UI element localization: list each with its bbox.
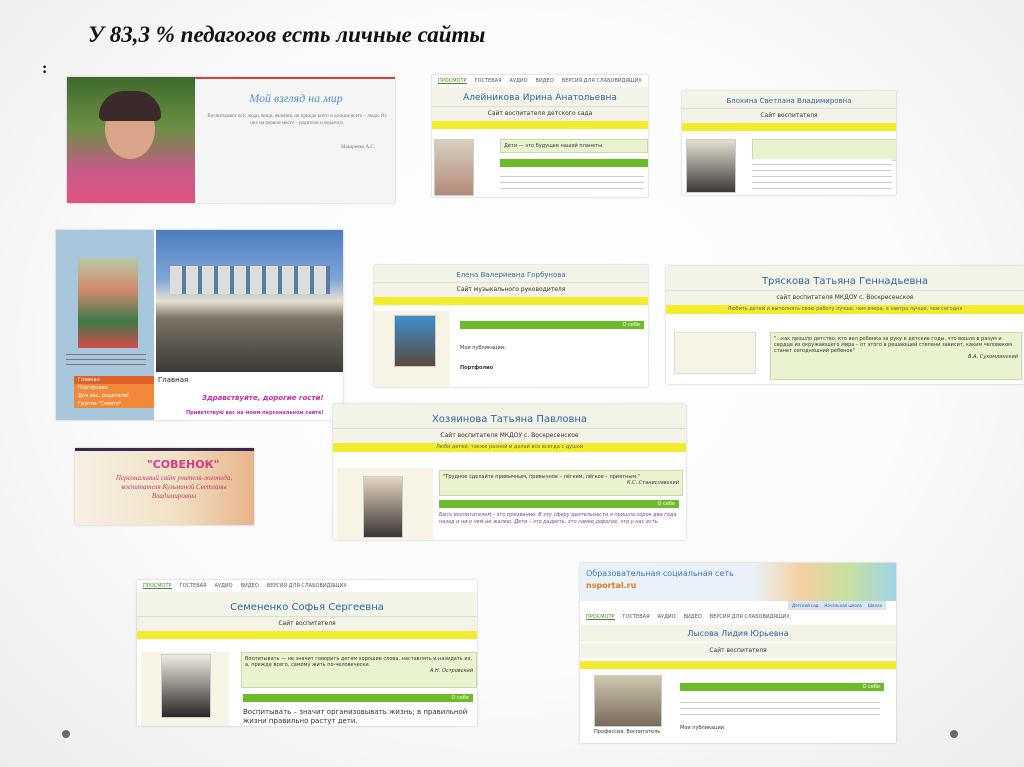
teacher-photo (686, 139, 736, 193)
site-card-10[interactable] (580, 563, 896, 743)
motto-bar (432, 121, 648, 129)
kindergarten-photo (156, 230, 343, 372)
teacher-photo (161, 654, 211, 718)
teacher-photo (363, 476, 403, 538)
site-quote: Воспитывают всё: люди, вещи, явления, но прежде всего и дольше всего – люди. Из них на первом месте – родители и педагоги. (207, 114, 387, 126)
site-name: Тряскова Татьяна Геннадьевна (666, 266, 1024, 290)
network-links[interactable]: Детский сад Начальная школа Школа (788, 601, 886, 610)
site-card-1[interactable] (67, 77, 395, 203)
about-bar: О себе (460, 321, 644, 329)
site-description: Персональный сайт учителя-логопеда, воспитателя Кузьминой Светланы Владимировны (115, 474, 233, 500)
site-subtitle: Сайт воспитателя МКДОУ с. Воскресенское (333, 428, 686, 443)
welcome-text: Приветствую вас на моем персональном сайте! (186, 410, 324, 416)
main-caption: Главная (158, 376, 189, 384)
about-text (680, 697, 880, 719)
sidebar (56, 230, 154, 420)
title-colon: : (42, 60, 48, 77)
site-name: Елена Валериевна Горбунова (374, 265, 648, 282)
site-nav[interactable]: ПРОСМОТР ГОСТЕВАЯ АУДИО ВИДЕО ВЕРСИЯ ДЛЯ СЛАБОВИДЯЩИХ (438, 78, 642, 84)
nav-dot-right[interactable] (950, 730, 958, 738)
site-subtitle: Сайт музыкального руководителя (374, 282, 648, 297)
motto-bar (374, 297, 648, 305)
motto-bar: Люби детей, также разной и делай все всегда с душой (333, 443, 686, 452)
publications-label: Мои публикации. (680, 725, 726, 731)
site-card-4[interactable] (56, 230, 343, 420)
nav-dot-left[interactable] (62, 730, 70, 738)
site-name: Блохина Светлана Владимировна (682, 91, 896, 108)
menu-item[interactable]: Портфолио (78, 385, 108, 391)
portfolio-label: Портфолио (460, 365, 494, 371)
site-card-3[interactable] (682, 91, 896, 195)
site-card-7[interactable] (333, 404, 686, 540)
menu-item[interactable]: Для вас, родители! (78, 393, 130, 399)
site-card-8[interactable] (75, 448, 254, 525)
teacher-photo (394, 315, 436, 367)
site-subtitle: Сайт воспитателя (682, 108, 896, 123)
about-text (500, 171, 644, 193)
teacher-photo (67, 77, 195, 203)
side-menu[interactable] (74, 376, 154, 408)
site-title: "СОВЕНОК" (147, 458, 220, 471)
site-subtitle: Сайт воспитателя (137, 616, 477, 631)
site-quote: "Трудное сделайте привычным, привычное – лёгким, лёгкое – приятным." К.С. Станиславский (439, 470, 683, 496)
motto-bar (580, 661, 896, 669)
site-quote: "...как прошло детство, кто вел ребенка за руку в детские годы, что вошло в разум и сердце из окружающего мира – от этого в решающей степени зависит, каким человеком станет сегодняшний ребенок" В.А. Сухомлинский (770, 332, 1022, 380)
profession-label: Профессия: Воспитатель (594, 729, 661, 735)
site-quote: Дети — это будущее нашей планеты. (500, 139, 648, 153)
about-text: Быть воспитателем – это призвание. В эту сферу деятельности я пришла сорок два года назад и ни о чем не жалею. Дети – это радость, это самое дорогое, что у нас есть. (439, 512, 677, 525)
site-nav[interactable]: ПРОСМОТР ГОСТЕВАЯ АУДИО ВИДЕО ВЕРСИЯ ДЛЯ СЛАБОВИДЯЩИХ (586, 614, 790, 620)
slide-title: У 83,3 % педагогов есть личные сайты (88, 22, 486, 47)
site-nav[interactable]: ПРОСМОТР ГОСТЕВАЯ АУДИО ВИДЕО ВЕРСИЯ ДЛЯ СЛАБОВИДЯЩИХ (143, 583, 347, 589)
about-bar (500, 159, 648, 167)
menu-item[interactable]: Группа "Совята" (78, 401, 122, 407)
site-name: Алейникова Ирина Анатольевна (432, 87, 648, 106)
site-subtitle: Сайт воспитателя (580, 643, 896, 658)
site-name: Лысова Лидия Юрьевна (580, 625, 896, 642)
about-bar: О себе (439, 500, 679, 508)
site-subtitle: сайт воспитателя МКДОУ с. Воскресенское (666, 290, 1024, 305)
motto-bar: Любить детей и выполнять свою работу лучше, чем вчера, а завтра лучше, чем сегодня (666, 305, 1024, 314)
teacher-photo (78, 258, 138, 348)
menu-item[interactable]: Главная (74, 376, 154, 384)
site-quote (752, 139, 896, 161)
teacher-photo (434, 139, 474, 196)
site-card-5[interactable] (374, 265, 648, 387)
network-banner: Образовательная социальная сеть nsportal.ru (580, 563, 896, 601)
site-card-9[interactable] (137, 580, 477, 726)
about-bar: О себе (680, 683, 884, 691)
teacher-photo (594, 675, 662, 727)
site-card-6[interactable] (666, 266, 1024, 384)
motto-bar (137, 631, 477, 639)
about-text (752, 159, 892, 191)
quote-author: Макаренко А.С. (340, 145, 375, 150)
site-quote: Воспитывать — не значит говорить детям хорошие слова, наставлять и назидать их, а, прежде всего, самому жить по-человечески. А.Н. Островский (241, 652, 477, 688)
about-bar: О себе (243, 694, 473, 702)
publications-label: Мои публикации: (460, 345, 506, 351)
about-text: Воспитывать – значит организовывать жизнь; в правильной жизни правильно растут дети. (243, 708, 468, 725)
site-subtitle: Сайт воспитателя детского сада (432, 106, 648, 121)
site-card-2[interactable] (432, 75, 648, 197)
greeting: Здравствуйте, дорогие гости! (202, 394, 324, 402)
site-name: Семененко Софья Сергеевна (137, 592, 477, 616)
site-name: Хозяинова Татьяна Павловна (333, 404, 686, 428)
site-heading: Мой взгляд на мир (249, 91, 343, 105)
motto-bar (682, 123, 896, 131)
